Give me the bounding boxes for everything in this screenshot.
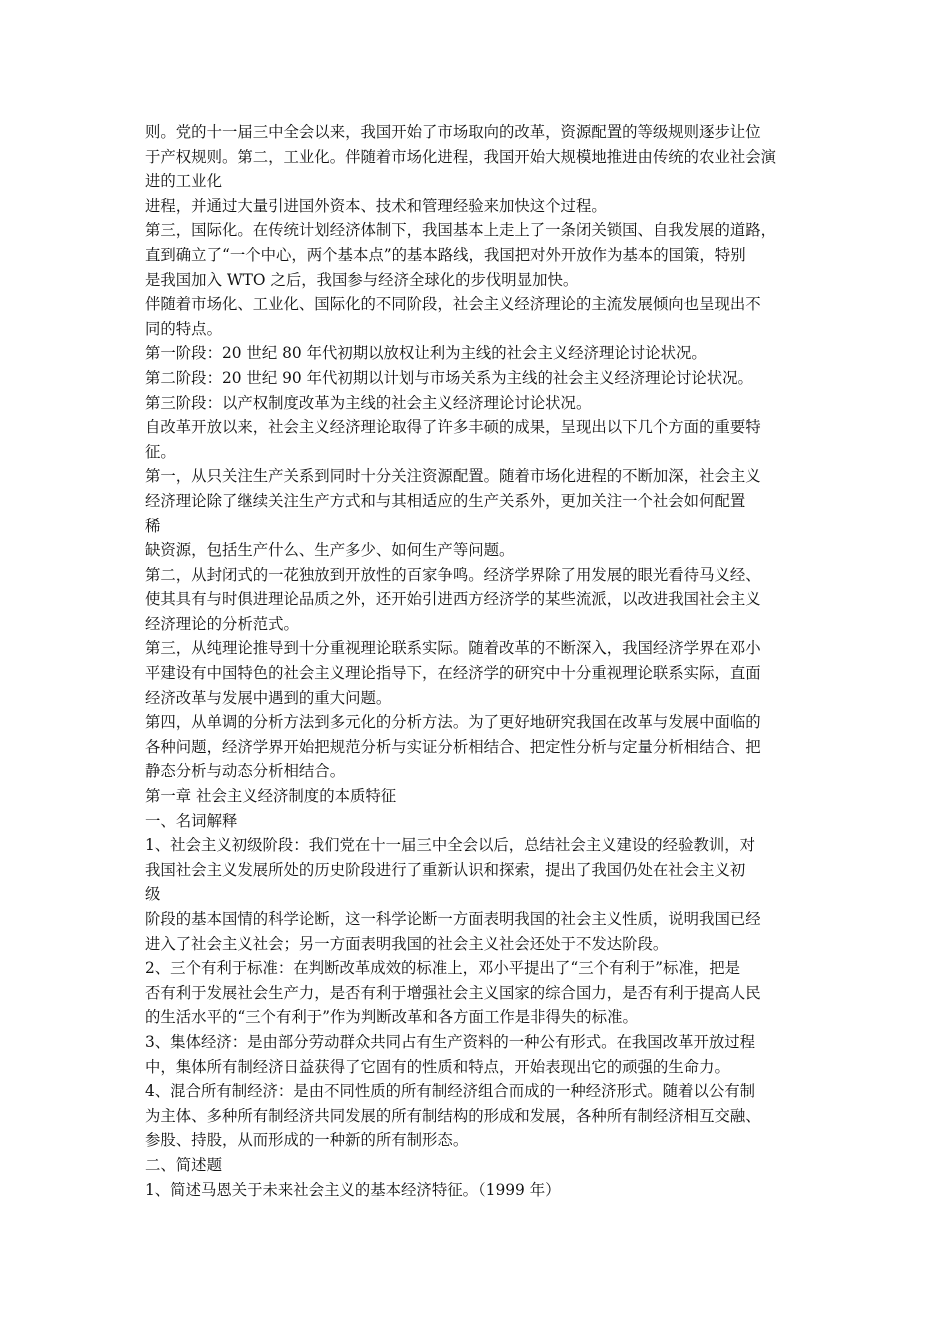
- text-line: 进的工业化: [145, 172, 222, 191]
- text-line: 第三，国际化。在传统计划经济体制下，我国基本上走上了一条闭关锁国、自我发展的道路，: [145, 221, 777, 240]
- text-line: 直到确立了“一个中心，两个基本点”的基本路线，我国把对外开放作为基本的国策，特别: [145, 245, 746, 264]
- chapter-heading: 第一章 社会主义经济制度的本质特征: [145, 787, 397, 806]
- text-line: 第三，从纯理论推导到十分重视理论联系实际。随着改革的不断深入，我国经济学界在邓小: [145, 639, 761, 658]
- text-line: 为主体、多种所有制经济共同发展的所有制结构的形成和发展，各种所有制经济相互交融、: [145, 1106, 761, 1125]
- text-line: 1、社会主义初级阶段：我们党在十一届三中全会以后，总结社会主义建设的经验教训，对: [145, 836, 756, 855]
- text-line: 进入了社会主义社会；另一方面表明我国的社会主义社会还处于不发达阶段。: [145, 934, 669, 953]
- text-line: 进程，并通过大量引进国外资本、技术和管理经验来加快这个过程。: [145, 196, 607, 215]
- text-line: 否有利于发展社会生产力，是否有利于增强社会主义国家的综合国力，是否有利于提高人民: [145, 983, 761, 1002]
- text-line: 各种问题，经济学界开始把规范分析与实证分析相结合、把定性分析与定量分析相结合、把: [145, 737, 761, 756]
- text-line: 伴随着市场化、工业化、国际化的不同阶段，社会主义经济理论的主流发展倾向也呈现出不: [145, 295, 761, 314]
- text-line: 第一阶段：20 世纪 80 年代初期以放权让利为主线的社会主义经济理论讨论状况。: [145, 344, 707, 363]
- text-line: 4、混合所有制经济：是由不同性质的所有制经济组合而成的一种经济形式。随着以公有制: [145, 1082, 756, 1101]
- text-line: 经济理论的分析范式。: [145, 614, 299, 633]
- text-line: 1、简述马恩关于未来社会主义的基本经济特征。（1999 年）: [145, 1180, 561, 1199]
- text-line: 自改革开放以来，社会主义经济理论取得了许多丰硕的成果，呈现出以下几个方面的重要特: [145, 418, 761, 437]
- text-line: 于产权规则。第二，工业化。伴随着市场化进程，我国开始大规模地推进由传统的农业社会演: [145, 147, 777, 166]
- text-line: 第四，从单调的分析方法到多元化的分析方法。为了更好地研究我国在改革与发展中面临的: [145, 713, 761, 732]
- text-line: 2、三个有利于标准：在判断改革成效的标准上，邓小平提出了“三个有利于”标准，把是: [145, 959, 740, 978]
- text-line: 则。党的十一届三中全会以来，我国开始了市场取向的改革，资源配置的等级规则逐步让位: [145, 123, 761, 141]
- text-line: 我国社会主义发展所处的历史阶段进行了重新认识和探索，提出了我国仍处在社会主义初: [145, 860, 746, 879]
- text-line: 征。: [145, 442, 176, 461]
- text-line: 平建设有中国特色的社会主义理论指导下，在经济学的研究中十分重视理论联系实际，直面: [145, 664, 761, 683]
- text-line: 第一，从只关注生产关系到同时十分关注资源配置。随着市场化进程的不断加深，社会主义: [145, 467, 761, 486]
- section-heading: 一、名词解释: [145, 811, 238, 830]
- text-line: 静态分析与动态分析相结合。: [145, 762, 346, 781]
- text-line: 中，集体所有制经济日益获得了它固有的性质和特点，开始表现出它的顽强的生命力。: [145, 1057, 730, 1076]
- text-line: 参股、持股，从而形成的一种新的所有制形态。: [145, 1131, 469, 1150]
- text-line: 3、集体经济：是由部分劳动群众共同占有生产资料的一种公有形式。在我国改革开放过程: [145, 1032, 756, 1051]
- text-line: 级: [145, 885, 161, 904]
- text-line: 第二，从封闭式的一花独放到开放性的百家争鸣。经济学界除了用发展的眼光看待马义经、: [145, 565, 761, 584]
- text-line: 第三阶段：以产权制度改革为主线的社会主义经济理论讨论状况。: [145, 393, 592, 412]
- text-line: 的生活水平的“三个有利于”作为判断改革和各方面工作是非得失的标准。: [145, 1008, 638, 1027]
- text-line: 经济改革与发展中遇到的重大问题。: [145, 688, 392, 707]
- text-line: 稀: [145, 516, 161, 535]
- text-line: 同的特点。: [145, 319, 222, 338]
- text-line: 第二阶段：20 世纪 90 年代初期以计划与市场关系为主线的社会主义经济理论讨论状况。: [145, 368, 753, 387]
- document-body: [145, 120, 815, 1202]
- text-line: 经济理论除了继续关注生产方式和与其相适应的生产关系外，更加关注一个社会如何配置: [145, 491, 746, 510]
- text-line: 缺资源，包括生产什么、生产多少、如何生产等问题。: [145, 541, 515, 560]
- text-line: 使其具有与时俱进理论品质之外，还开始引进西方经济学的某些流派，以改进我国社会主义: [145, 590, 761, 609]
- text-line: 是我国加入 WTO 之后，我国参与经济全球化的步伐明显加快。: [145, 270, 579, 289]
- section-heading: 二、简述题: [145, 1155, 222, 1174]
- text-line: 阶段的基本国情的科学论断，这一科学论断一方面表明我国的社会主义性质，说明我国已经: [145, 910, 761, 928]
